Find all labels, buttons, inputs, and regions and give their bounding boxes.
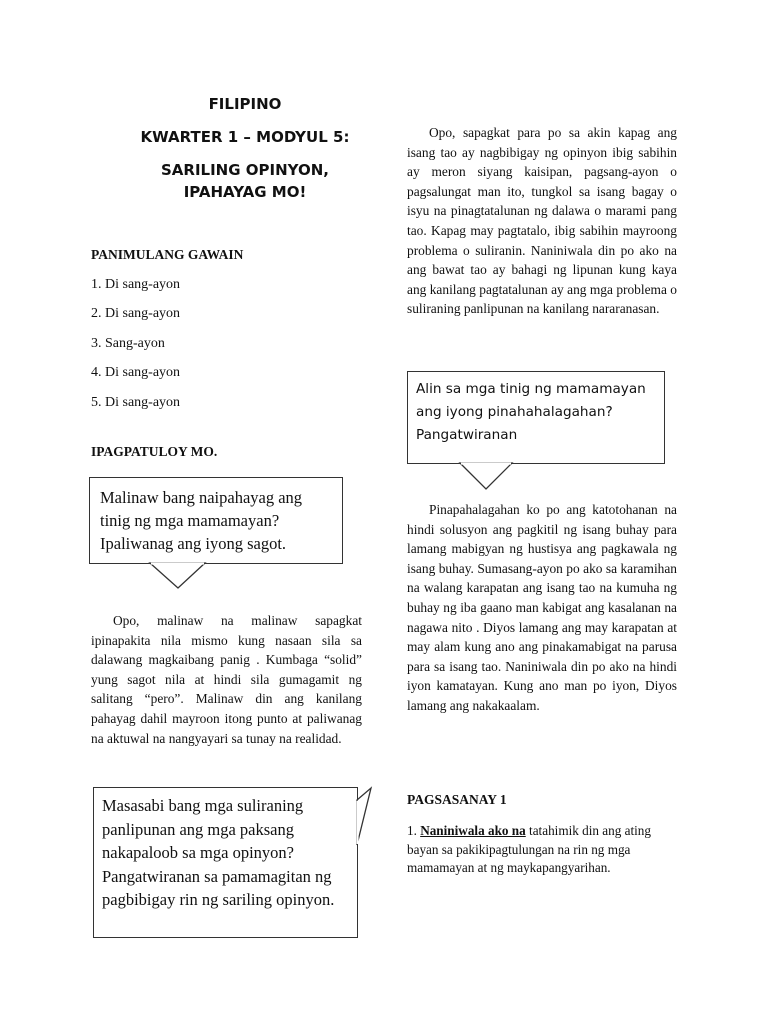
answer-1-text: Opo, malinaw na malinaw sapagkat ipinapakita nila mismo kung nasaan sila sa dalawang magkaibang panig . Kumbaga “solid” yung sagot nila at hindi sila gumagamit ng salitang “pero”. Malinaw din ang kanilang pahayag dahil mayroon itong punto at paliwanag na aktuwal na nangyayari sa tunay na realidad.: [91, 613, 362, 746]
title-module: KWARTER 1 – MODYUL 5:: [140, 128, 350, 146]
title-topic-line1: SARILING OPINYON,: [161, 161, 329, 179]
panimula-item-4: 4. Di sang-ayon: [91, 365, 181, 380]
callout-question-2-text: Masasabi bang mga suliraning panlipunan ang mga paksang nakapaloob sa mga opinyon? Pangatwiranan sa pamamagitan ng pagbibigay rin ng sariling opinyon.: [102, 796, 335, 909]
heading-panimula: PANIMULANG GAWAIN: [91, 247, 244, 262]
panimula-item-1: 1. Di sang-ayon: [91, 277, 181, 292]
heading-pagsasanay: PAGSASANAY 1: [407, 792, 507, 807]
exercise-1-underlined: Naniniwala ako na: [420, 823, 526, 838]
panimula-item-5: 5. Di sang-ayon: [91, 395, 181, 410]
title-topic-line2: IPAHAYAG MO!: [183, 183, 307, 201]
answer-3: [407, 500, 677, 716]
exercise-1-number: 1.: [407, 823, 421, 838]
panimula-item-2: 2. Di sang-ayon: [91, 306, 181, 321]
title-subject: FILIPINO: [208, 95, 282, 113]
answer-3-text: Pinapahalagahan ko po ang katotohanan na hindi solusyon ang pagkitil ng isang buhay para lamang mabigyan ng hustisya ang pagkawala ng isang buhay. Sumasang-ayon po ako sa karamihan na walang karapatan ang isang tao na kumuha ng buhay ng iba gaano man kabigat ang kasalanan na nagawa nito . Diyos lamang ang may karapatan at may alam kung ano ang pinakamabigat na parusa para sa isang tao. Naniniwala din po ako na hindi iyon kamatayan. Kung ano man po iyon, Diyos lamang ang nakakaalam.: [407, 502, 677, 713]
answer-2-text: Opo, sapagkat para po sa akin kapag ang isang tao ay nagbibigay ng opinyon ibig sabihin ay meron siyang kaisipan, pagsang-ayon o pagsalungat man ito, tungkol sa isang bagay o isyu na pinagtatalunan ng dalawa o marami pang tao. Kapag may pagtatalo, ibig sabihin mayroong problema o suliranin. Naniniwala din po ako na ang bawat tao ay bahagi ng lipunan kung kaya ang kanilang pagtatalunan ay ang mga problema o suliraning panlipunan na kanilang nararanasan.: [407, 125, 677, 317]
callout-question-1-text: Malinaw bang naipahayag ang tinig ng mga mamamayan? Ipaliwanag ang iyong sagot.: [100, 488, 303, 553]
panimula-item-3: 3. Sang-ayon: [91, 336, 165, 351]
exercise-1: [407, 822, 677, 878]
heading-ipagpatuloy: IPAGPATULOY MO.: [91, 444, 218, 459]
exercise-1-rest: tatahimik din ang ating bayan sa pakikipagtulungan na rin ng mga mamamayan at ng maykapangyarihan.: [407, 823, 651, 875]
callout-question-3-text: Alin sa mga tinig ng mamamayan ang iyong pinahahalagahan?Pangatwiranan: [416, 381, 646, 443]
